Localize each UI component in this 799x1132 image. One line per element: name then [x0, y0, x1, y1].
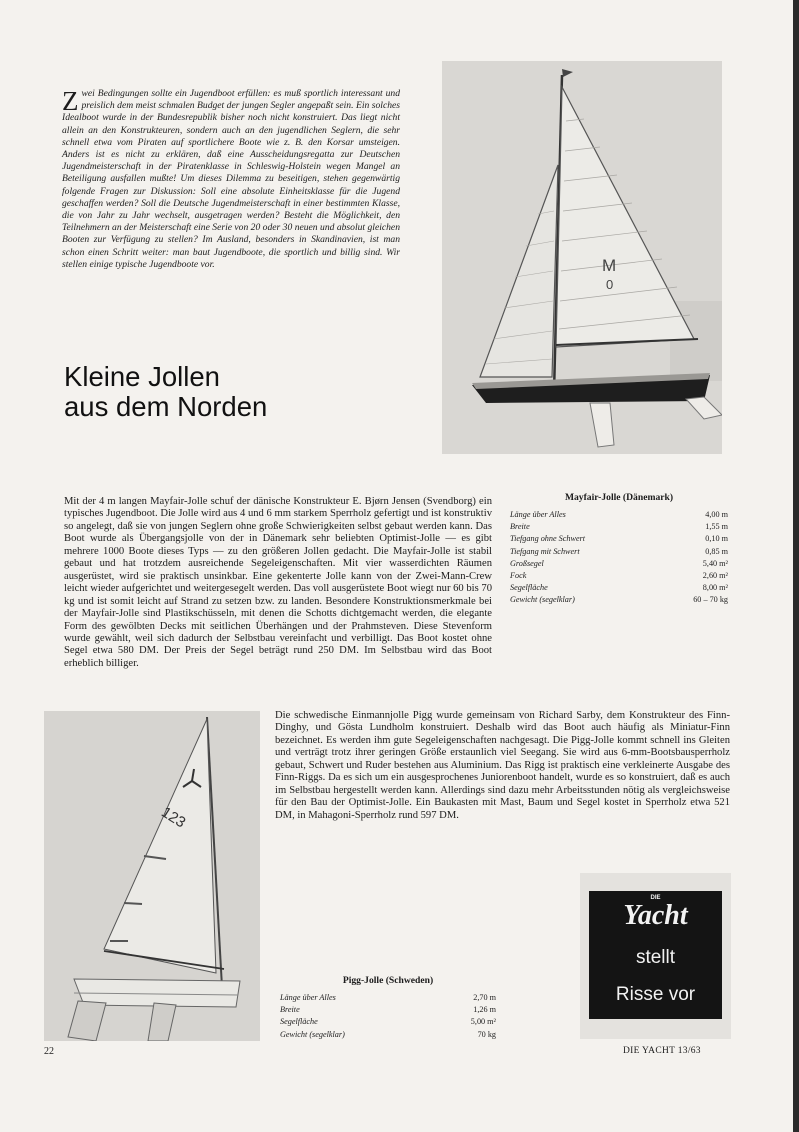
spec-row: Großsegel 5,40 m² [510, 558, 728, 568]
spec-row: Fock 2,60 m² [510, 570, 728, 580]
spec-row: Tiefgang mit Schwert 0,85 m [510, 546, 728, 556]
mayfair-sail-letter: M [602, 256, 617, 275]
pigg-boat-illustration [44, 711, 260, 1041]
spec-row: Tiefgang ohne Schwert 0,10 m [510, 534, 728, 544]
spec-row: Segelfläche 8,00 m² [510, 583, 728, 593]
mayfair-photo [442, 61, 722, 454]
badge-line-2: Risse vor [615, 984, 696, 1005]
mayfair-spec-table [510, 492, 728, 607]
page-edge [793, 0, 799, 1132]
yacht-logo: Yacht [623, 900, 688, 931]
spec-row: Breite 1,26 m [280, 1005, 496, 1015]
intro-text [62, 88, 400, 271]
spec-row: Länge über Alles 4,00 m [510, 510, 728, 519]
pigg-sail-number: 123 [158, 803, 189, 832]
headline [64, 362, 394, 422]
issue-info: DIE YACHT 13/63 [623, 1046, 701, 1056]
badge-line-1: stellt [635, 947, 676, 968]
yacht-badge-inner [589, 891, 722, 1019]
mayfair-sail-number: 0 [606, 277, 614, 292]
pigg-spec-table [280, 975, 496, 1041]
mayfair-text: Mit der 4 m langen Mayfair-Jolle schuf der dänische Konstrukteur E. Bjørn Jensen (Svendborg) ein typisches Jugendboot. Die Jolle wird aus 4 und 6 mm starkem Sperrholz gefertigt und ist konstruktiv so angelegt, daß sie von jungen Seglern ohne große Schwierigkeiten selbst gebaut werden kann. Das Boot wurde als Übergangsjolle von der in Dänemark sehr beliebten Optimist-Jolle — es gibt mehrere 1000 Boote dieses Typs — zu den größeren Jollen gedacht. Die Mayfair-Jolle ist stabil gebaut und hat trotzdem ausreichende Segeleigenschaften. Mit vier wasserdichten Räumen ausgerüstet, wird sie praktisch unsinkbar. Eine gekenterte Jolle kann von der Zwei-Mann-Crew leicht wieder aufgerichtet und weitergesegelt werden. Das voll ausgerüstete Boot wiegt nur 60 bis 70 kg und ist somit leicht auf Strand zu setzen bzw. zu landen. Besondere Konstruktionsmerkmale bei der Mayfair-Jolle sind Plastikschüsseln, mit denen die Schotts dichtgemacht werden, die elegante Form des gewölbten Decks mit seitlichen Überhängen und der Prahmsteven. Diese Stevenform wurde gewählt, weil sich dadurch der Selbstbau vereinfacht und verbilligt. Das Boot kostet ohne Segel etwa 580 DM. Der Preis der Segel beträgt rund 250 DM. Im Selbstbau wird das Boot erheblich billiger. [64, 496, 492, 669]
intro-body: wei Bedingungen sollte ein Jugendboot erfüllen: es muß sportlich interessant und preislich dem meist schmalen Budget der jungen Segler angepaßt sein. Ein solches Idealboot wurde in der Bundesrepublik bisher noch nicht konstruiert. Das liegt nicht allein an den Konstrukteuren, sondern auch an den jugendlichen Seglern, die sehr schnell etwa vom Piraten auf sportlichere Boote wie z. B. den Korsar umsteigen. Anders ist es nicht zu erklären, daß eine Ausscheidungsregatta zur Deutschen Jugendmeisterschaft in der Piratenklasse in Schleswig-Holstein wegen Mangel an Beteiligung ausfallen mußte! Um dieses Dilemma zu beseitigen, stehen gegenwärtig folgende Fragen zur Diskussion: Soll eine absolute Einheitsklasse für die Jugend geschaffen werden? Soll die Deutsche Jugendmeisterschaft in einer bestimmten Klasse, die von Jahr zu Jahr wechselt, ausgetragen werden? Besteht die Möglichkeit, den Teilnehmern an der Meisterschaft eine Serie von 20 oder 30 neuen und absolut gleichen Booten zur Verfügung zu stellen? Im Ausland, besonders in Skandinavien, ist man schon einen Schritt weiter: man baut Jugendboote, die sportlich und billig sind. Wir stellen einige typische Jugendboote vor. [62, 88, 400, 270]
spec-row: Segelfläche 5,00 m² [280, 1017, 496, 1027]
badge-top-text: DIE [650, 895, 661, 901]
pigg-spec-title: Pigg-Jolle (Schweden) [342, 975, 434, 986]
pigg-photo [44, 711, 260, 1041]
pigg-text: Die schwedische Einmannjolle Pigg wurde gemeinsam von Richard Sarby, dem Konstrukteur des Finn-Dinghy, und Gösta Lundholm konstruiert. Deshalb wird das Boot auch häufig als Miniatur-Finn bezeichnet. Es werden ihm gute Segeleigenschaften nachgesagt. Die Pigg-Jolle kommt schnell ins Gleiten und verträgt trotz ihrer geringen Größe erstaunlich viel Seegang. Sie wird aus 6-mm-Bootsbausperrholz gebaut, Schwert und Ruder bestehen aus Aluminium. Das Rigg ist praktisch eine verkleinerte Ausgabe des Finn-Riggs. Da es sich um ein ausgesprochenes Juniorenboot handelt, wurde es so konstruiert, daß es auch im Selbstbau hergestellt werden kann. Allerdings sind dazu mehr Arbeitsstunden nötig als vergleichsweise für den Bau der Optimist-Jolle. Ein Baukasten mit Mast, Baum und Segel kostet in Sperrholz etwa 521 DM, in Mahagoni-Sperrholz rund 597 DM. [275, 710, 730, 821]
spec-row: Länge über Alles 2,70 m [280, 993, 496, 1002]
spec-row: Breite 1,55 m [510, 522, 728, 532]
mayfair-boat-illustration [442, 61, 722, 454]
headline-line-2: aus dem Norden [64, 391, 268, 422]
spec-row: Gewicht (segelklar) 70 kg [280, 1029, 496, 1039]
headline-line-1: Kleine Jollen [64, 361, 220, 392]
intro-dropcap: Z [62, 86, 79, 116]
spec-row: Gewicht (segelklar) 60 – 70 kg [510, 595, 728, 605]
yacht-badge [580, 873, 731, 1039]
mayfair-spec-title: Mayfair-Jolle (Dänemark) [564, 492, 674, 503]
page-number: 22 [44, 1046, 54, 1057]
